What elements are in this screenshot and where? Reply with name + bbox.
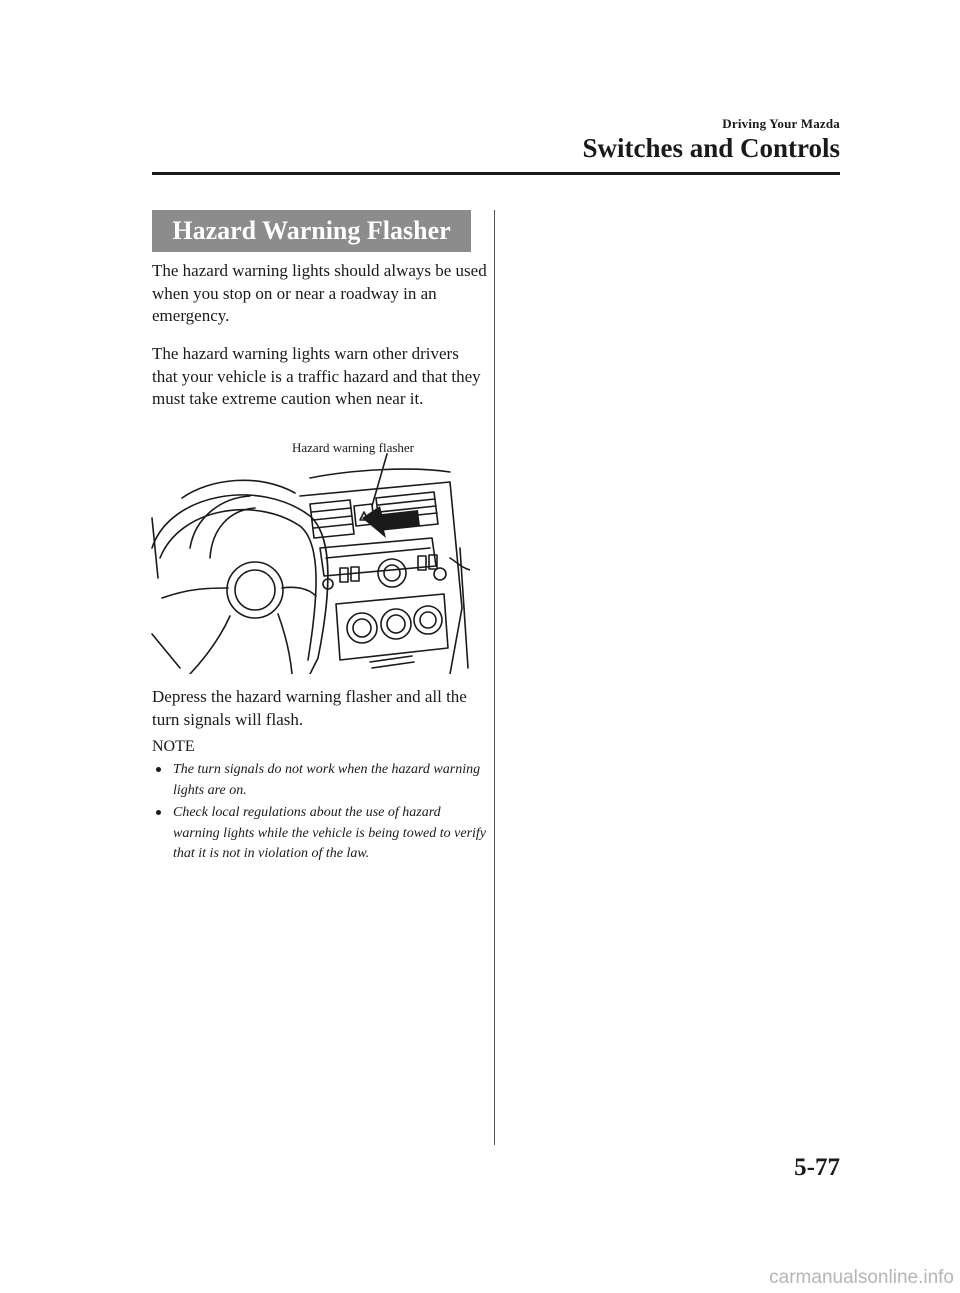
bullet-icon [156,767,161,772]
bullet-icon [156,810,161,815]
note-text: The turn signals do not work when the hazard warning lights are on. [173,762,481,798]
left-vent [310,500,354,538]
figure-callout-label: Hazard warning flasher [292,440,414,455]
note-item [156,803,486,865]
note-text: Check local regulations about the use of hazard warning lights while the vehicle is being towed to verify that it is not in violation of the law. [173,805,487,861]
page-number: 5-77 [794,1154,840,1181]
radio-knob [378,559,406,587]
dashboard-illustration [150,438,470,674]
steering-wheel-rim [152,495,328,674]
paragraph: The hazard warning lights should always be used when you stop on or near a roadway in an emergency. [152,261,487,325]
section-heading: Hazard Warning Flasher [152,210,471,252]
climate-knob [347,613,377,643]
section-label: Driving Your Mazda [722,116,840,131]
note-title: NOTE [152,738,195,755]
paragraph: The hazard warning lights warn other drivers that your vehicle is a traffic hazard and that they must take extreme caution when near it. [152,344,481,408]
paragraph: Depress the hazard warning flasher and all the turn signals will flash. [152,687,467,729]
watermark: carmanualsonline.info [769,1267,954,1288]
header-rule [152,172,840,175]
page-title: Switches and Controls [582,133,840,163]
note-list [156,760,486,867]
column-divider [494,210,495,1145]
note-item [156,760,486,801]
